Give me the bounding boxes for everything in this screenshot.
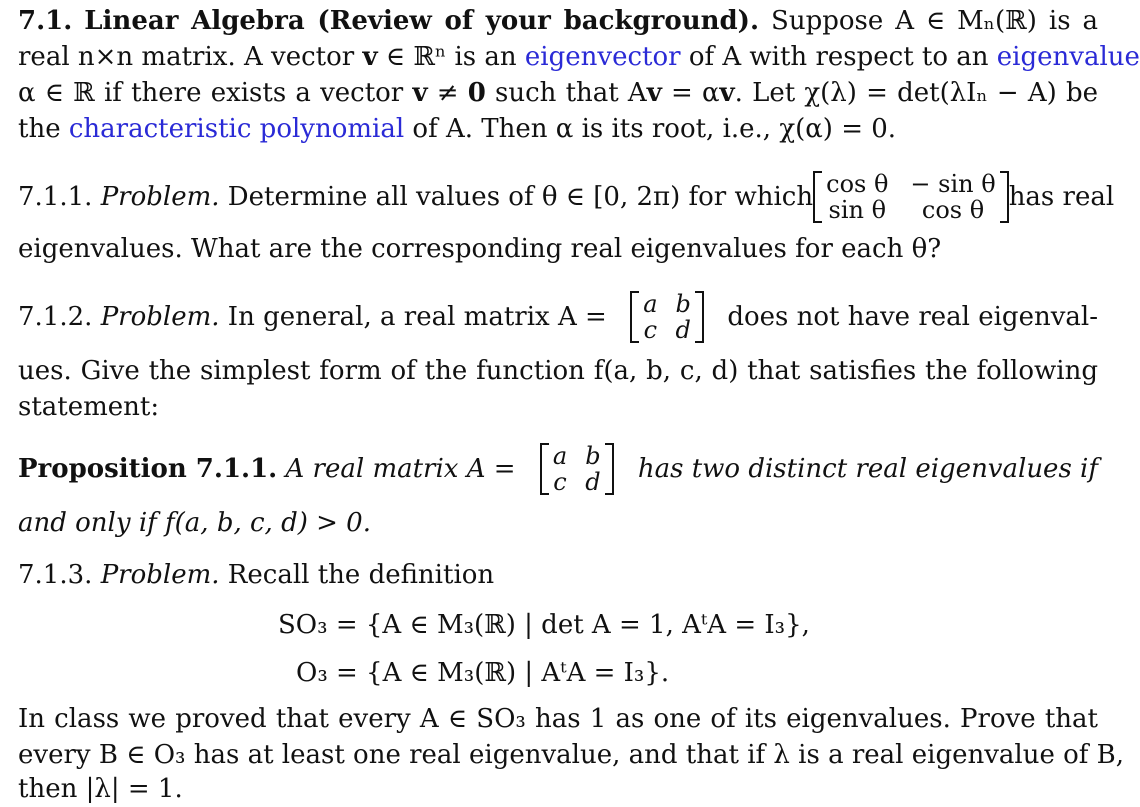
problem-712-tail: does not have real eigenval-: [727, 302, 1098, 332]
section-number: 7.1.: [18, 6, 73, 36]
left-bracket: [813, 171, 822, 223]
text-fragment: α ∈ ℝ if there exists a vector: [18, 78, 413, 108]
vector-v: v: [362, 42, 378, 72]
vector-v: v: [412, 78, 428, 108]
problem-713-body-line-3: then |λ| = 1.: [18, 774, 183, 804]
problem-713-label: Problem.: [100, 560, 220, 590]
matrix-entry: d: [585, 468, 601, 496]
text-fragment: = α: [661, 78, 720, 108]
matrix-entry: c: [643, 316, 658, 344]
equation-o3: O₃ = {A ∈ M₃(ℝ) | AᵗA = I₃}.: [296, 658, 670, 688]
matrix-entry: d: [675, 316, 691, 344]
section-line-3: [18, 76, 1098, 110]
problem-713-line-1: [18, 558, 1098, 592]
problem-712-line-3: statement:: [18, 392, 160, 422]
matrix-entry: sin θ: [828, 196, 887, 224]
matrix-entries: [822, 171, 1000, 223]
left-bracket: [540, 443, 549, 495]
vector-v: v: [719, 78, 735, 108]
matrix-abcd: [630, 291, 704, 343]
right-bracket: [695, 291, 704, 343]
equation-so3: SO₃ = {A ∈ M₃(ℝ) | det A = 1, AᵗA = I₃},: [278, 610, 810, 640]
eigenvalue-link[interactable]: eigenvalue: [996, 42, 1140, 72]
rotation-matrix: [813, 171, 1009, 223]
text-fragment: ∈ ℝⁿ is an: [377, 42, 525, 72]
problem-713-body-line-1: In class we proved that every A ∈ SO₃ has 1 as one of its eigenvalues. Prove that: [18, 704, 1098, 734]
problem-712-number: 7.1.2.: [18, 302, 93, 332]
matrix-entry: b: [585, 442, 601, 470]
problem-711-label: Problem.: [100, 182, 220, 212]
left-bracket: [630, 291, 639, 343]
problem-713-body-line-2: every B ∈ O₃ has at least one real eigenvalue, and that if λ is a real eigenvalue of B,: [18, 740, 1125, 770]
problem-711-lead: [18, 182, 813, 212]
right-bracket: [605, 443, 614, 495]
matrix-entry: cos θ: [921, 196, 985, 224]
matrix-entry: b: [675, 290, 691, 318]
matrix-entries: [639, 291, 695, 343]
matrix-entries: [549, 443, 605, 495]
section-line-2: [18, 40, 1140, 74]
problem-713-text: Recall the definition: [227, 560, 495, 590]
problem-712-lead: [18, 302, 607, 332]
matrix-entry: − sin θ: [910, 170, 996, 198]
zero-vector: 0: [467, 78, 486, 108]
problem-711-text: Determine all values of θ ∈ [0, 2π) for which: [227, 182, 814, 212]
problem-711-line-1: [18, 162, 1115, 232]
proposition-text: A real matrix A =: [285, 454, 516, 484]
problem-712-text: In general, a real matrix A =: [227, 302, 607, 332]
section-heading-line: [18, 4, 1098, 38]
problem-712-line-1: [18, 284, 1098, 350]
section-title: Linear Algebra (Review of your background).: [84, 6, 760, 36]
text-fragment: of A. Then α is its root, i.e., χ(α) = 0.: [404, 114, 897, 144]
proposition-tail: has two distinct real eigenvalues if: [637, 454, 1098, 484]
matrix-entry: a: [552, 442, 568, 470]
matrix-entry: a: [643, 290, 658, 318]
text-fragment: real n×n matrix. A vector: [18, 42, 363, 72]
problem-711-tail: has real: [1008, 182, 1115, 212]
text-fragment: . Let χ(λ) = det(λIₙ − A) be: [734, 78, 1099, 108]
proposition-line-1: [18, 436, 1098, 502]
proposition-line-2: and only if f(a, b, c, d) > 0.: [18, 508, 371, 538]
characteristic-polynomial-link[interactable]: characteristic polynomial: [68, 114, 405, 144]
proposition-label: Proposition 7.1.1.: [18, 454, 278, 484]
problem-712-label: Problem.: [100, 302, 220, 332]
proposition-lead: [18, 454, 516, 484]
eigenvector-link[interactable]: eigenvector: [524, 42, 681, 72]
problem-712-line-2: ues. Give the simplest form of the function f(a, b, c, d) that satisfies the following: [18, 356, 1098, 386]
text-fragment: of A with respect to an: [680, 42, 997, 72]
problem-713-number: 7.1.3.: [18, 560, 93, 590]
matrix-entry: c: [553, 468, 567, 496]
vector-v: v: [646, 78, 662, 108]
matrix-abcd: [540, 443, 614, 495]
right-bracket: [1000, 171, 1009, 223]
text-fragment: ≠: [427, 78, 468, 108]
matrix-entry: cos θ: [826, 170, 889, 198]
problem-711-number: 7.1.1.: [18, 182, 93, 212]
section-line-4: [18, 112, 1098, 146]
problem-711-line-2: eigenvalues. What are the corresponding real eigenvalues for each θ?: [18, 234, 942, 264]
text-fragment: the: [18, 114, 69, 144]
section-line1-rest: Suppose A ∈ Mₙ(ℝ) is a: [771, 6, 1099, 36]
text-fragment: such that A: [485, 78, 647, 108]
